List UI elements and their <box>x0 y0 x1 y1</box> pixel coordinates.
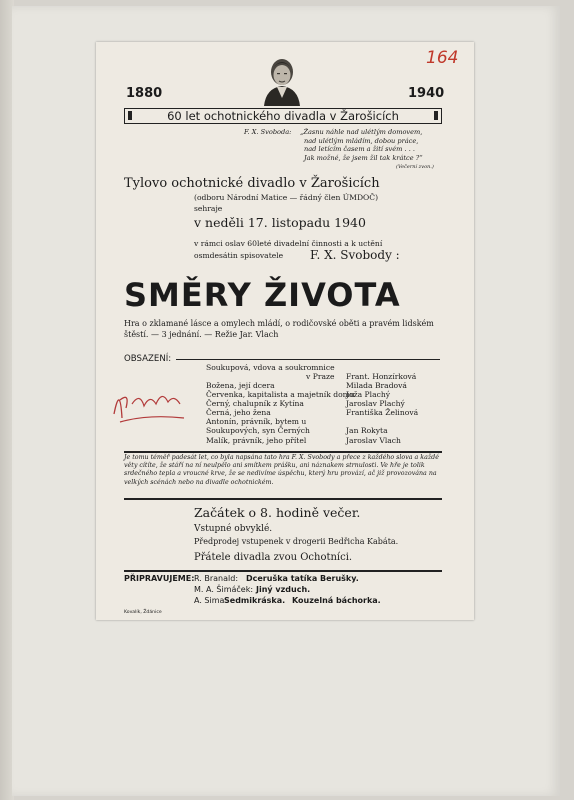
author-portrait <box>260 54 304 106</box>
occasion-line-1: v rámci oslav 60leté divadelní činnosti a k uctění <box>194 239 383 248</box>
cast-role-7: Antonín, právník, bytem u Soukupových, syn Černých <box>206 417 310 436</box>
prep-heading: PŘIPRAVUJEME: <box>124 574 195 583</box>
cast-role-3: Božena, její dcera <box>206 381 275 390</box>
notice-top-rule <box>124 451 442 453</box>
cast-role-5: Černý, chalupník z Kytína <box>206 399 304 408</box>
handwritten-annotation <box>110 374 190 426</box>
printer-mark: Kovalík, Ždánice <box>124 610 162 615</box>
year-left: 1880 <box>126 86 163 101</box>
cast-role-1: Soukupová, vdova a soukromnice <box>206 363 335 372</box>
prep-author-2: M. A. Šimáček: <box>194 585 254 594</box>
author-name: F. X. Svobody : <box>310 248 400 262</box>
theatre-name: Tylovo ochotnické divadlo v Žarošicích <box>124 176 380 191</box>
quote-line-1: „Žasnu náhle nad ulétlým domovem, <box>300 128 423 136</box>
cast-role-8: Malík, právník, jeho přítel <box>206 436 307 445</box>
prep-extra-3: Kouzelná báchorka. <box>292 596 381 605</box>
year-right: 1940 <box>408 86 445 101</box>
notice-text: Je tomu téměř padesát let, co byla napsána tato hra F. X. Svobody a přece z každého slova a každé věty cítíte, že stáří na ní neulpělo ani smítkem prášku, ani náznakem strnulosti. Ve hře je tolik srdečného tepla a vroucné krve, že se nedivíme úspěchu, který hru provází, ač již provozována na velkých scénách nebo na divadle ochotnickém. <box>124 454 439 486</box>
presale: Předprodej vstupenek v drogerii Bedřicha Kabáta. <box>194 537 399 546</box>
performance-date: v neděli 17. listopadu 1940 <box>194 215 366 230</box>
banner-text: 60 let ochotnického divadla v Žarošicích <box>167 109 399 123</box>
notice-bottom-rule <box>124 498 442 500</box>
play-description: Hra o zklamané lásce a omylech mládí, o rodičovské oběti a pravém lidském štěstí. — 3 jednání. — Režie Jar. Vlach <box>124 319 434 339</box>
prep-author-1: R. Branald: <box>194 574 239 583</box>
cast-rule <box>176 359 440 360</box>
cast-actor-2: Frant. Honzírková <box>346 372 417 381</box>
sehraje: sehraje <box>194 204 223 213</box>
cast-role-6: Černá, jeho žena <box>206 408 271 417</box>
invite: Přátele divadla zvou Ochotníci. <box>194 552 353 563</box>
theatre-subtitle: (odboru Národní Matice — řádný člen ÚMDOČ) <box>194 193 379 202</box>
cast-actor-5: Jaroslav Plachý <box>346 399 405 408</box>
quote-author: F. X. Svoboda: <box>244 128 292 136</box>
anniversary-banner <box>124 108 442 124</box>
cast-role-4: Červenka, kapitalista a majetník domu <box>206 390 355 399</box>
start-time: Začátek o 8. hodině večer. <box>194 505 361 520</box>
quote-line-4: Jak možné, že jsem žil tak krátce ?“ <box>304 153 423 162</box>
theatre-poster <box>96 42 474 620</box>
prep-title-3: Sedmikráska. <box>224 596 286 605</box>
quote-source: (Večerní zvon.) <box>396 164 434 170</box>
cast-actor-8: Jaroslav Vlach <box>346 436 401 445</box>
prep-author-3: A. Sima <box>194 596 225 605</box>
play-title: SMĚRY ŽIVOTA <box>124 276 401 314</box>
cast-actor-3: Milada Bradová <box>346 381 407 390</box>
quote-line-2: nad ulétlým mládím, dobou práce, <box>304 136 419 145</box>
admission: Vstupné obvyklé. <box>194 524 273 534</box>
prep-rule <box>124 570 442 572</box>
prep-title-1: Dceruška tatíka Berušky. <box>246 574 359 583</box>
cast-actor-4: Joža Plachý <box>346 390 391 399</box>
cast-actor-6: Františka Želinová <box>346 408 419 417</box>
quote-line-3: nad letícím časem a žití svém . . . <box>304 145 415 154</box>
inventory-number: 164 <box>426 48 459 68</box>
cast-role-2: v Praze <box>306 372 335 381</box>
occasion-line-2: osmdesátin spisovatele <box>194 251 284 260</box>
cast-heading: OBSAZENÍ: <box>124 354 172 364</box>
cast-actor-7: Jan Rokyta <box>346 426 388 435</box>
prep-title-2: Jiný vzduch. <box>256 585 311 594</box>
